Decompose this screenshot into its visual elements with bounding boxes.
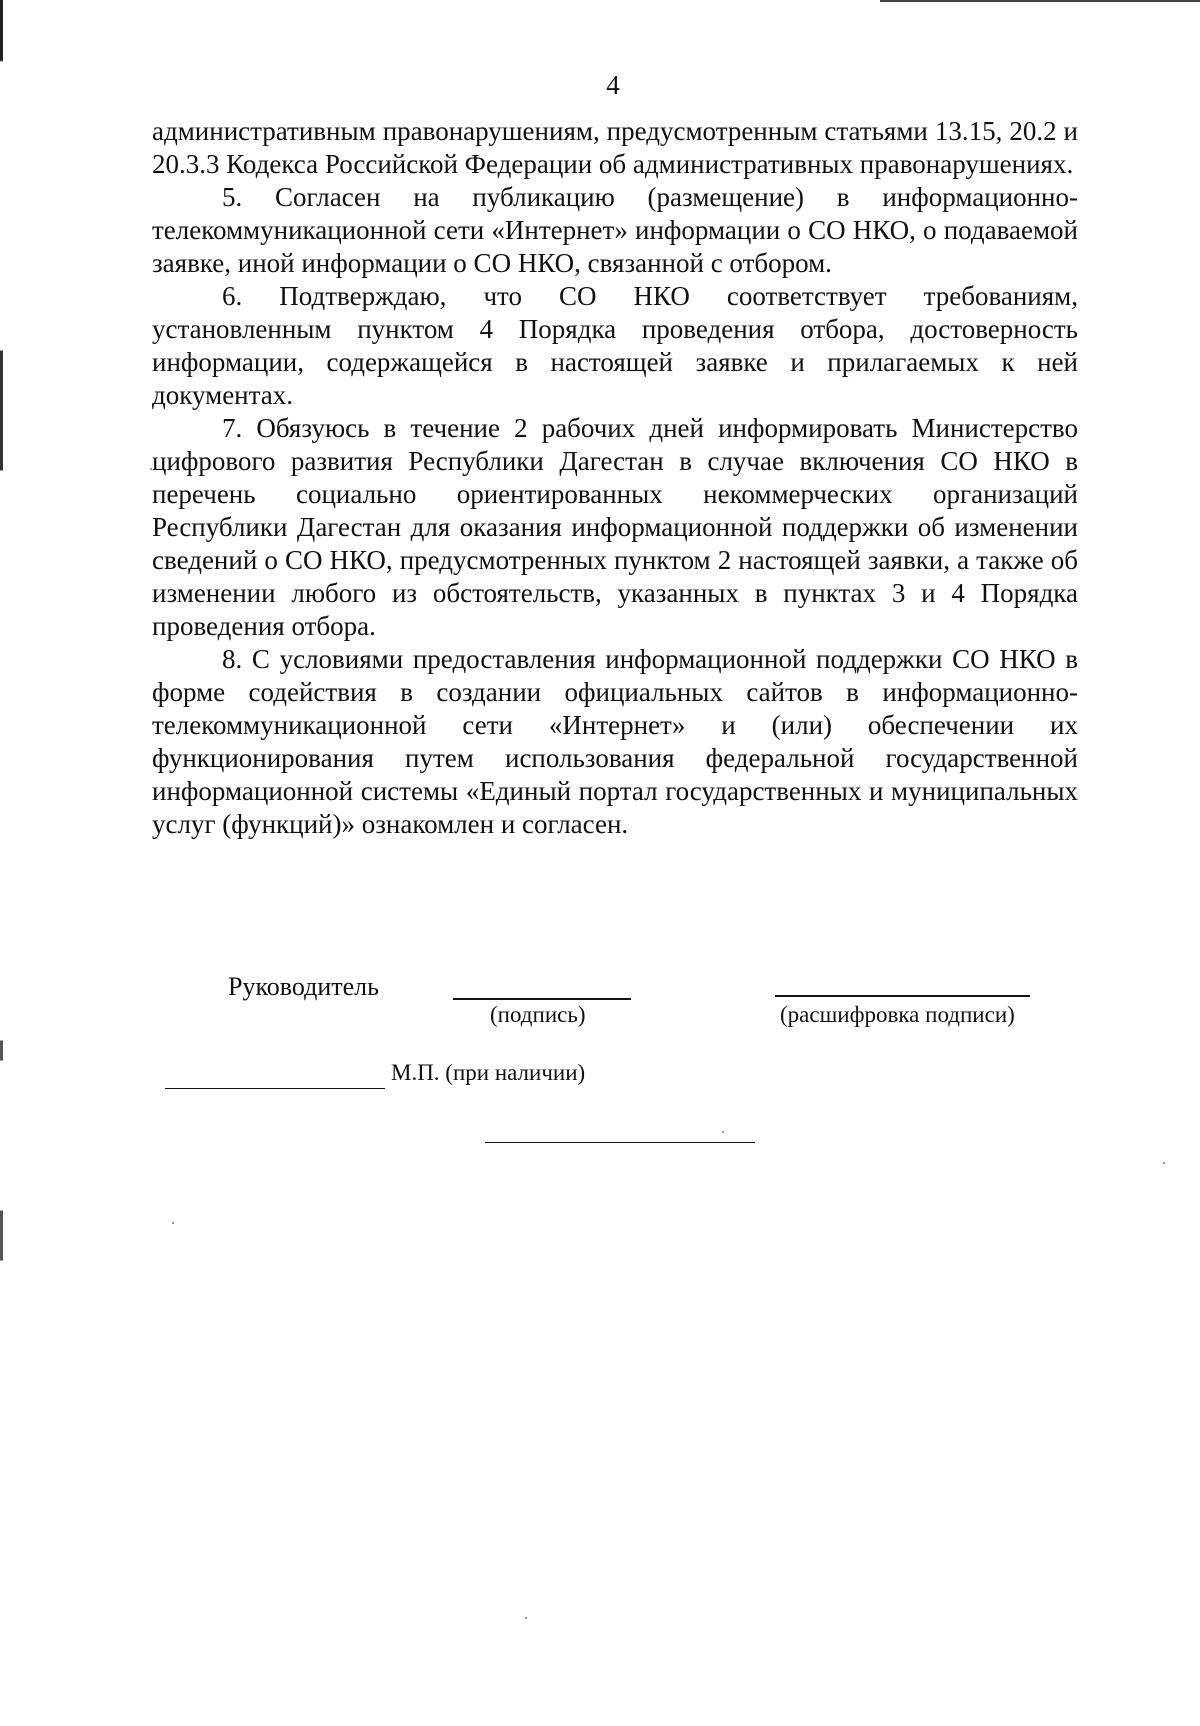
paragraph-item-8: 8. С условиями предоставления информационной поддержки СО НКО в форме содействия в создании официальных сайтов в информационно-телекоммуникационной сети «Интернет» и (или) обеспечении их функционирования путем использования федеральной государственной информационной системы «Единый портал государственных и муниципальных услуг (функций)» ознакомлен и согласен. bbox=[152, 644, 1078, 839]
scan-speck bbox=[172, 1222, 174, 1224]
scan-edge-left bbox=[0, 0, 3, 1726]
signature-decoding-line bbox=[775, 995, 1030, 997]
scan-speck bbox=[1163, 1162, 1165, 1164]
paragraph-item-7: 7. Обязуюсь в течение 2 рабочих дней информировать Министерство цифрового развития Республики Дагестан в случае включения СО НКО в перечень социально ориентированных некоммерческих организаций Республики Дагестан для оказания информационной поддержки об изменении сведений о СО НКО, предусмотренных пунктом 2 настоящей заявки, а также об изменении любого из обстоятельств, указанных в пунктах 3 и 4 Порядка проведения отбора. bbox=[152, 413, 1078, 641]
paragraph-continuation: административным правонарушениям, предусмотренным статьями 13.15, 20.2 и 20.3.3 Кодекса Российской Федерации об административных правонарушениях. bbox=[152, 116, 1078, 179]
signature-caption: (подпись) bbox=[490, 1002, 586, 1027]
signature-line bbox=[453, 998, 631, 1000]
paragraph-item-6: 6. Подтверждаю, что СО НКО соответствует требованиям, установленным пунктом 4 Порядка проведения отбора, достоверность информации, содержащейся в настоящей заявке и прилагаемых к ней документах. bbox=[152, 281, 1078, 410]
seal-caption: М.П. (при наличии) bbox=[391, 1060, 586, 1085]
scan-edge-top bbox=[880, 0, 1200, 2]
document-end-line bbox=[485, 1142, 755, 1143]
scan-speck bbox=[525, 1617, 527, 1619]
document-body bbox=[152, 115, 1078, 841]
paragraph-item-5: 5. Согласен на публикацию (размещение) в информационно-телекоммуникационной сети «Интернет» информации о СО НКО, о подаваемой заявке, иной информации о СО НКО, связанной с отбором. bbox=[152, 182, 1078, 278]
signature-block bbox=[0, 960, 1200, 1220]
seal-line bbox=[165, 1088, 385, 1089]
page-number: 4 bbox=[606, 70, 620, 100]
signer-role: Руководитель bbox=[228, 972, 379, 1001]
scan-speck bbox=[722, 1131, 724, 1133]
signature-decoding-caption: (расшифровка подписи) bbox=[780, 1002, 1015, 1027]
scan-speck bbox=[150, 468, 152, 470]
